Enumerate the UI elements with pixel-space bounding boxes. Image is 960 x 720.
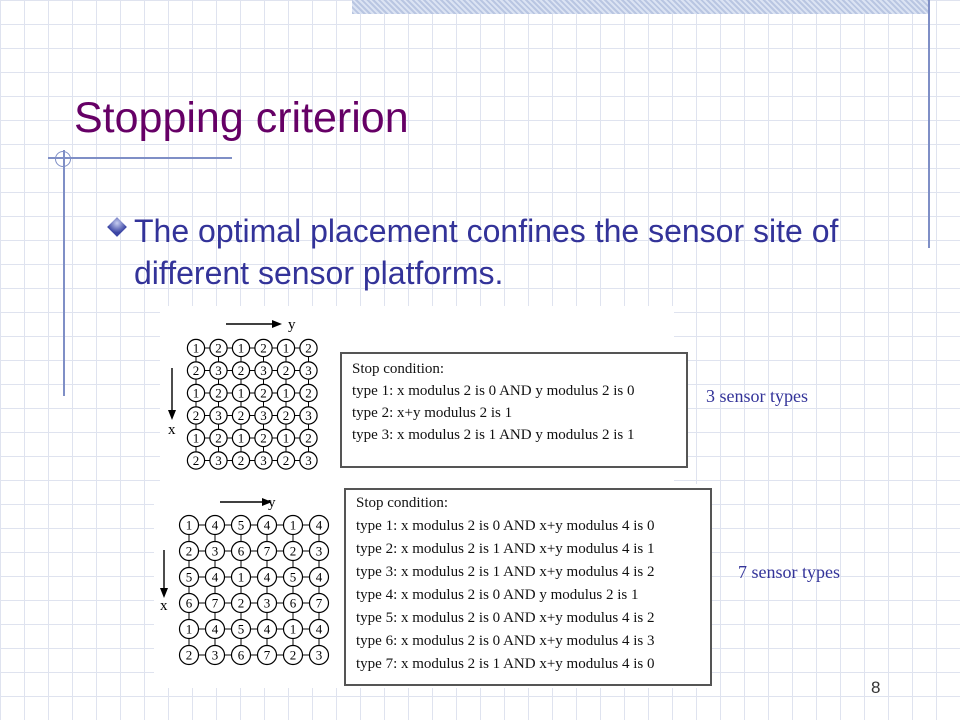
sensor-node-label: 2 [215, 340, 222, 356]
slide-number: 8 [871, 678, 881, 697]
sensor-node-label: 3 [305, 363, 312, 378]
decor-horizontal-line-title [48, 157, 232, 159]
sensor-node-label: 3 [315, 647, 323, 663]
stop-condition-line: type 3: x modulus 2 is 1 AND x+y modulus 4 is 2 [356, 564, 655, 580]
sensor-node-label: 3 [263, 595, 271, 611]
stop-condition-line: type 1: x modulus 2 is 0 AND y modulus 2 is 0 [352, 383, 635, 399]
axis-x-label: x [168, 422, 176, 438]
figure-3-label: 3 sensor types [706, 386, 808, 406]
bullet-item [104, 210, 844, 294]
sensor-node-label: 3 [215, 363, 222, 378]
sensor-grid-3 [160, 306, 340, 486]
stop-condition-line: type 3: x modulus 2 is 1 AND y modulus 2 is 1 [352, 427, 635, 443]
decor-ring [55, 151, 71, 167]
sensor-node-label: 2 [282, 363, 290, 378]
sensor-node-label: 2 [260, 430, 267, 446]
sensor-node-label: 1 [237, 430, 245, 446]
sensor-node-label: 4 [315, 569, 323, 585]
sensor-node-label: 2 [185, 543, 193, 559]
sensor-node-label: 4 [211, 621, 219, 637]
sensor-node-label: 2 [289, 647, 297, 663]
sensor-node-label: 4 [263, 569, 271, 585]
sensor-node-label: 4 [315, 517, 323, 533]
sensor-node-label: 2 [192, 408, 200, 423]
sensor-node-label: 5 [237, 517, 245, 533]
figure-7-sensor-types [154, 484, 712, 688]
stop-condition-box [340, 352, 688, 468]
sensor-node-label: 2 [215, 430, 222, 446]
sensor-node-label: 4 [211, 517, 219, 533]
decor-vertical-line-left [63, 150, 65, 396]
sensor-node-label: 7 [315, 595, 323, 611]
diamond-bullet-icon [107, 217, 127, 237]
header-decoration-bar [352, 0, 930, 14]
stop-condition-title: Stop condition: [356, 495, 449, 511]
sensor-node-label: 3 [211, 543, 219, 559]
sensor-node-label: 2 [305, 430, 312, 446]
sensor-node-label: 6 [237, 543, 245, 559]
sensor-node-label: 2 [237, 408, 245, 423]
sensor-node-label: 6 [237, 647, 245, 663]
decor-vertical-line-right [928, 0, 930, 248]
sensor-node-label: 3 [260, 363, 267, 378]
sensor-node-label: 1 [289, 621, 297, 637]
sensor-node-label: 7 [263, 647, 271, 663]
sensor-node-label: 5 [185, 569, 193, 585]
sensor-node-label: 7 [211, 595, 219, 611]
bullet-text: The optimal placement confines the sensor site of different sensor platforms. [134, 213, 839, 291]
sensor-node-label: 1 [237, 340, 245, 356]
sensor-node-label: 4 [263, 621, 271, 637]
axis-x-label: x [160, 598, 168, 614]
sensor-node-label: 1 [237, 569, 245, 585]
sensor-node-label: 5 [237, 621, 245, 637]
sensor-node-label: 6 [289, 595, 297, 611]
stop-condition-line: type 2: x modulus 2 is 1 AND x+y modulus 4 is 1 [356, 541, 655, 557]
sensor-node-label: 3 [315, 543, 323, 559]
sensor-node-label: 3 [305, 408, 312, 423]
sensor-node-label: 1 [282, 385, 290, 401]
sensor-node-label: 2 [237, 363, 245, 378]
stop-condition-line: type 7: x modulus 2 is 1 AND x+y modulus 4 is 0 [356, 656, 655, 672]
sensor-node-label: 5 [289, 569, 297, 585]
sensor-node-label: 1 [185, 621, 193, 637]
sensor-node-label: 7 [263, 543, 271, 559]
sensor-node-label: 4 [211, 569, 219, 585]
sensor-node-label: 3 [211, 647, 219, 663]
sensor-node-label: 1 [282, 340, 290, 356]
sensor-node-label: 2 [282, 408, 290, 423]
page-title: Stopping criterion [74, 94, 409, 142]
sensor-node-label: 2 [289, 543, 297, 559]
stop-condition-line: type 5: x modulus 2 is 0 AND x+y modulus 4 is 2 [356, 610, 655, 626]
stop-condition-box [344, 488, 712, 686]
sensor-node-label: 2 [305, 385, 312, 401]
stop-condition-title: Stop condition: [352, 361, 445, 377]
sensor-node-label: 3 [260, 408, 267, 423]
sensor-node-label: 1 [185, 517, 193, 533]
sensor-node-label: 1 [282, 430, 290, 446]
sensor-node-label: 2 [282, 453, 290, 468]
sensor-node-label: 2 [305, 340, 312, 356]
sensor-node-label: 2 [192, 453, 200, 468]
sensor-node-label: 1 [192, 430, 200, 446]
sensor-node-label: 4 [315, 621, 323, 637]
sensor-node-label: 2 [260, 340, 267, 356]
stop-condition-line: type 6: x modulus 2 is 0 AND x+y modulus 4 is 3 [356, 633, 655, 649]
sensor-node-label: 1 [192, 340, 200, 356]
sensor-node-label: 1 [289, 517, 297, 533]
sensor-node-label: 2 [237, 595, 245, 611]
figure-3-sensor-types [160, 306, 674, 486]
sensor-node-label: 1 [192, 385, 200, 401]
sensor-node-label: 1 [237, 385, 245, 401]
sensor-node-label: 2 [215, 385, 222, 401]
sensor-node-label: 6 [185, 595, 193, 611]
stop-condition-line: type 1: x modulus 2 is 0 AND x+y modulus 4 is 0 [356, 518, 655, 534]
stop-condition-line: type 2: x+y modulus 2 is 1 [352, 405, 513, 421]
sensor-node-label: 2 [192, 363, 200, 378]
sensor-node-label: 2 [185, 647, 193, 663]
stop-condition-line: type 4: x modulus 2 is 0 AND y modulus 2 is 1 [356, 587, 639, 603]
sensor-node-label: 2 [260, 385, 267, 401]
sensor-node-label: 3 [260, 453, 267, 468]
sensor-grid-7 [154, 484, 344, 684]
sensor-node-label: 4 [263, 517, 271, 533]
sensor-node-label: 3 [215, 453, 222, 468]
axis-y-label: y [288, 317, 296, 333]
axis-y-label: y [268, 495, 276, 511]
sensor-node-label: 2 [237, 453, 245, 468]
sensor-node-label: 3 [305, 453, 312, 468]
figure-7-label: 7 sensor types [738, 562, 840, 582]
sensor-node-label: 3 [215, 408, 222, 423]
